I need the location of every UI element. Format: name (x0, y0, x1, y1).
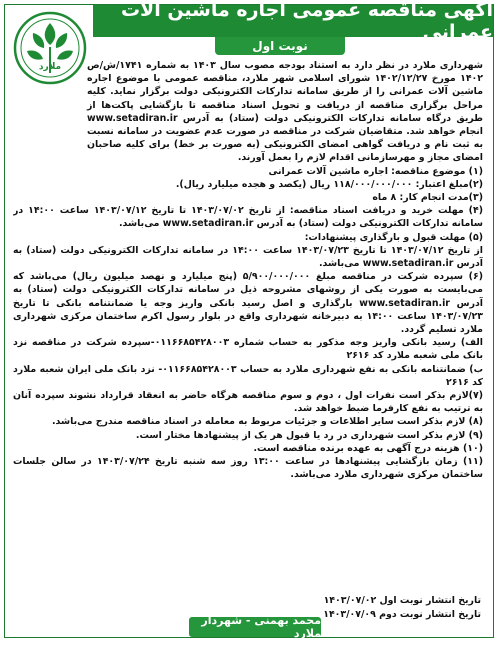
clause-subject: (۱) موضوع مناقصه: اجاره ماشین آلات عمرانی (268, 165, 483, 177)
clause-rejection-right: (۹) لازم بذکر است شهرداری در رد یا قبول هر یک از پیشنهادها مختار است. (135, 429, 483, 441)
publish-date-second: تاریخ انتشار نوبت دوم ۱۴۰۳/۰۷/۰۹ (323, 609, 481, 620)
clause-deposit-option-b: ب) ضمانتنامه بانکی به نفع شهرداری ملارد به حساب ۰۱۱۶۶۸۵۴۲۸۰۰۳- نزد بانک ملی ایران شعبه ملارد کد ۲۶۱۶ (13, 363, 483, 388)
notice-page (4, 0, 494, 640)
intro-paragraph: شهرداری ملارد در نظر دارد به استناد بودجه مصوب سال ۱۴۰۳ به شماره ۱۷۴۱/ش/ص ۱۴۰۲ مورخ ۱۴۰۲/۱۲/۲۷ شورای اسلامی شهر ملارد، مناقصه عمومی با موضوع اجاره ماشین آلات عمرانی را از طریق سامانه تدارکات الکترونیکی دولت برگزار نماید. کلیه مراحل برگزاری مناقصه از دریافت و تحویل اسناد مناقصه تا بازگشایی پاکت‌ها از طریق درگاه سامانه تدارکات الکترونیکی دولت (ستاد) به آدرس www.setadiran.ir انجام خواهد شد. متقاضیان شرکت در مناقصه در صورت عدم عضویت در سامانه نسبت به ثبت نام و دریافت گواهی امضای الکترونیکی (به صورت بر خط) برای کلیه صاحبان امضای مجاز و مهرسازمانی اقدام لازم را بعمل آورند. (87, 60, 483, 164)
signature-badge: محمد بهمنی - شهردار ملارد (189, 617, 321, 637)
svg-text:ملارد: ملارد (38, 62, 62, 72)
clause-deposit: (۶) سپرده شرکت در مناقصه مبلغ ۵/۹۰۰/۰۰۰/۰۰۰ (پنج میلیارد و نهصد میلیون ریال) می‌باشد که می‌بایست به صورت یکی از روشهای مشروحه ذیل در سامانه تدارکات الکترونیکی دولت (ستاد) به آدرس www.setadiran.ir بارگذاری و اصل رسید بانکی واریز وجه یا ضمانتنامه بانکی تا تاریخ ۱۴۰۳/۰۷/۲۳ ساعت ۱۴:۰۰ به دبیرخانه شهرداری واقع در بلوار رسول اکرم ساختمان مرکزی شهرداری ملارد تسلیم گردد. (13, 271, 483, 336)
clause-ad-cost: (۱۰) هزینه درج آگهی به عهده برنده مناقصه است. (253, 442, 483, 454)
clause-forfeiture: (۷)لازم بذکر است نفرات اول ، دوم و سوم مناقصه هرگاه حاضر به انعقاد قرارداد نشوند سپرده آنان به ترتیب به نفع کارفرما ضبط خواهد شد. (13, 390, 483, 415)
clause-budget: (۲)مبلغ اعتبار: ۱۱۸/۰۰۰/۰۰۰/۰۰۰ ریال (یکصد و هجده میلیارد ریال). (175, 178, 483, 190)
notice-subtitle: نوبت اول (215, 37, 345, 55)
publish-date-first: تاریخ انتشار نوبت اول ۱۴۰۳/۰۷/۰۲ (323, 595, 481, 606)
clause-opening: (۱۱) زمان بازگشایی پیشنهادها در ساعت ۱۳:۰۰ روز سه شنبه تاریخ ۱۴۰۳/۰۷/۲۴ در سالن جلسات ساختمان مرکزی شهرداری ملارد می‌باشد. (13, 456, 483, 481)
notice-title: آگهی مناقصه عمومی اجاره ماشین آلات عمرانی (93, 5, 493, 37)
clause-duration: (۳)مدت انجام کار: ۸ ماه (372, 192, 483, 204)
clause-deposit-option-a: الف) رسید بانکی واریز وجه مذکور به حساب شماره ۰۱۱۶۶۸۵۴۲۸۰۰۳-سپرده شرکت در مناقصه نزد بانک ملی شعبه ملارد کد ۲۶۱۶ (13, 337, 483, 362)
clause-bid-submission-heading: (۵) مهلت قبول و بارگذاری پیشنهادات: (304, 231, 483, 243)
clause-details: (۸) لازم بذکر است سایر اطلاعات و جزئیات مربوط به معامله در اسناد مناقصه مندرج می‌باشد. (51, 416, 483, 428)
clause-document-purchase: (۴) مهلت خرید و دریافت اسناد مناقصه: از تاریخ ۱۴۰۳/۰۷/۰۲ تا تاریخ ۱۴۰۳/۰۷/۱۲ ساعت ۱۴:۰۰ در سامانه تدارکات الکترونیکی دولت (ستاد) به آدرس www.setadiran.ir می‌باشد. (13, 205, 483, 230)
notice-body (13, 59, 483, 585)
clause-bid-submission: از تاریخ ۱۴۰۳/۰۷/۱۲ تا تاریخ ۱۴۰۳/۰۷/۲۳ ساعت ۱۴:۰۰ در سامانه تدارکات الکترونیکی دولت (ستاد) به آدرس www.setadiran.ir می‌باشد. (13, 244, 483, 270)
